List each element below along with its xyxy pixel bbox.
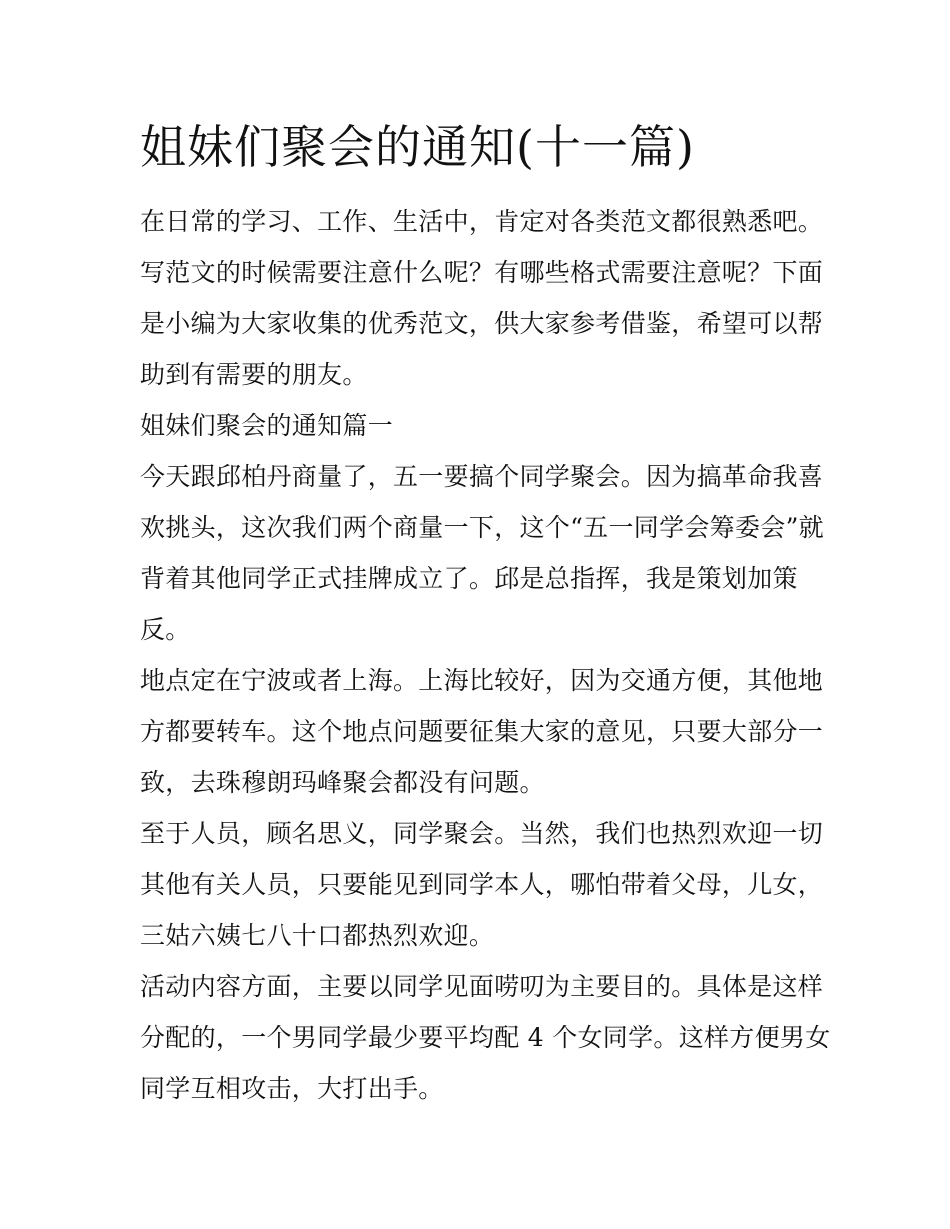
- text-line: 至于人员，顾名思义，同学聚会。当然，我们也热烈欢迎一切: [140, 819, 824, 848]
- section-heading: [140, 400, 812, 451]
- paragraph-activities: [140, 961, 831, 1114]
- text-line: 三姑六姨七八十口都热烈欢迎。: [140, 921, 495, 950]
- text-line: 活动内容方面，主要以同学见面唠叨为主要目的。具体是这样: [140, 972, 824, 1001]
- text-line: 其他有关人员，只要能见到同学本人，哪怕带着父母，儿女，: [140, 870, 824, 899]
- text-line: 助到有需要的朋友。: [140, 360, 368, 389]
- paragraph-planning: [140, 451, 824, 655]
- document-title: 姐妹们聚会的通知(十一篇): [140, 120, 695, 174]
- text-line: 背着其他同学正式挂牌成立了。邱是总指挥，我是策划加策: [140, 564, 798, 593]
- text-line: 写范文的时候需要注意什么呢？有哪些格式需要注意呢？下面: [140, 258, 824, 287]
- text-line: 地点定在宁波或者上海。上海比较好，因为交通方便，其他地: [140, 666, 824, 695]
- paragraph-attendees: [140, 808, 824, 961]
- text-line: 分配的，一个男同学最少要平均配 4 个女同学。这样方便男女: [140, 1023, 831, 1052]
- text-line: 欢挑头，这次我们两个商量一下，这个“五一同学会筹委会”就: [140, 513, 824, 542]
- text-line: 方都要转车。这个地点问题要征集大家的意见，只要大部分一: [140, 717, 824, 746]
- text-line: 反。: [140, 615, 191, 644]
- text-line: 在日常的学习、工作、生活中，肯定对各类范文都很熟悉吧。: [140, 207, 824, 236]
- text-line: 致，去珠穆朗玛峰聚会都没有问题。: [140, 768, 545, 797]
- document-body: [140, 196, 831, 1114]
- text-line: 同学互相攻击，大打出手。: [140, 1074, 444, 1103]
- text-line: 姐妹们聚会的通知篇一: [140, 411, 394, 440]
- paragraph-location: [140, 655, 824, 808]
- text-line: 是小编为大家收集的优秀范文，供大家参考借鉴，希望可以帮: [140, 309, 824, 338]
- text-line: 今天跟邱柏丹商量了，五一要搞个同学聚会。因为搞革命我喜: [140, 462, 824, 491]
- paragraph-intro: [140, 196, 824, 400]
